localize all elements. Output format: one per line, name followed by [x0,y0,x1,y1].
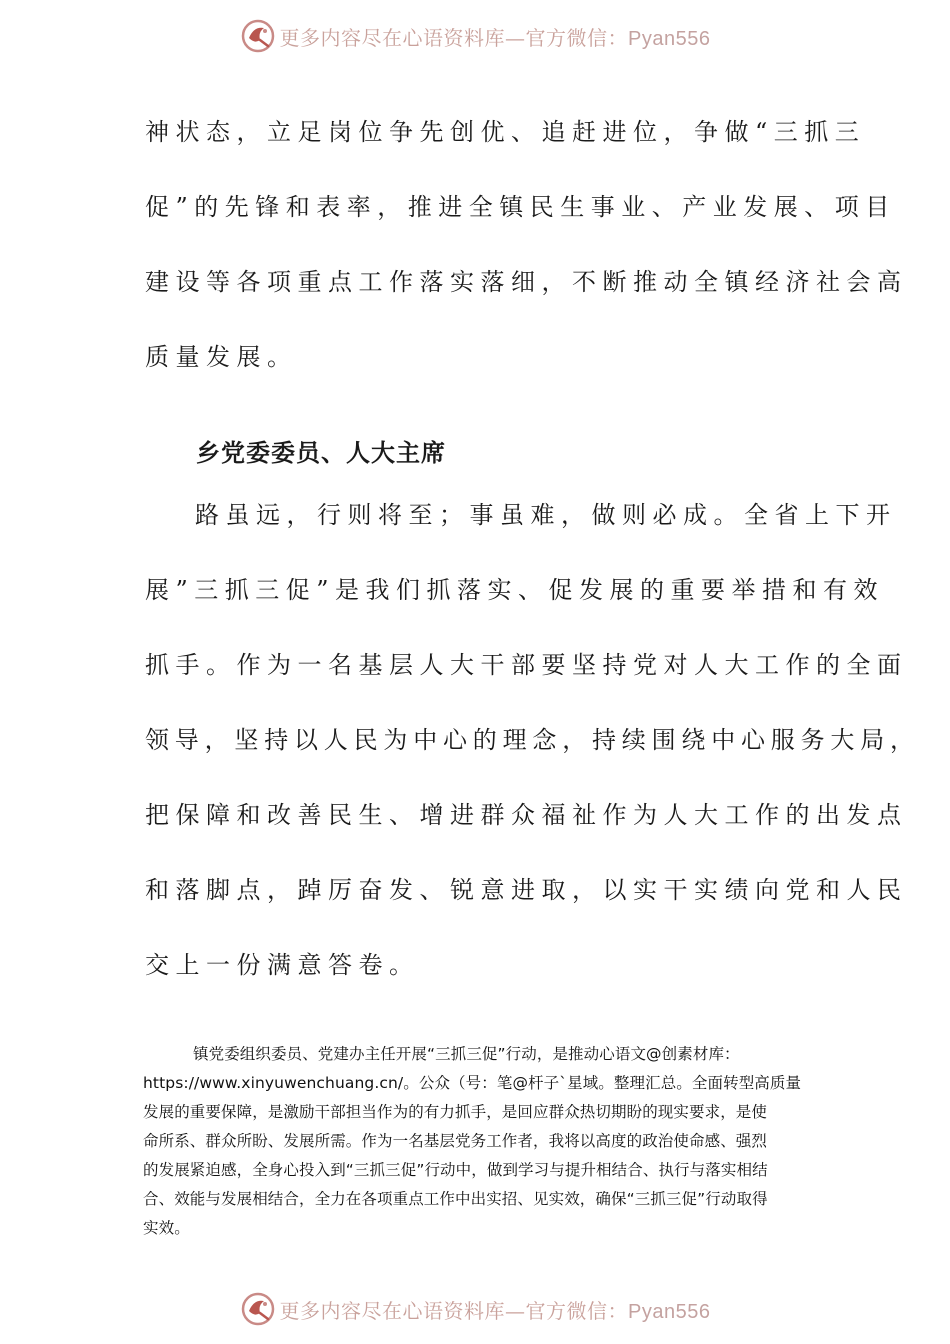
body-line: 抓手。作为一名基层人大干部要坚持党对人大工作的全面 [145,651,908,679]
note-line: 命所系、群众所盼、发展所需。作为一名基层党务工作者，我将以高度的政治使命感、强烈 [143,1132,768,1150]
section-heading: 乡党委委员、人大主席 [196,438,446,467]
body-line: 把保障和改善民生、增进群众福祉作为人大工作的出发点 [145,801,908,829]
note-line: 的发展紧迫感，全身心投入到“三抓三促”行动中，做到学习与提升相结合、执行与落实相结 [143,1161,768,1179]
body-line: 领导，坚持以人民为中心的理念，持续围绕中心服务大局， [145,726,920,754]
header-banner-text: 更多内容尽在心语资料库—官方微信：Pyan556 [279,25,711,50]
body-line: 路虽远，行则将至；事虽难，做则必成。全省上下开 [195,501,897,529]
brand-logo-icon [240,1291,276,1327]
note-line: 实效。 [143,1219,190,1237]
note-line: 合、效能与发展相结合，全力在各项重点工作中出实招、见实效，确保“三抓三促”行动取得 [143,1190,768,1208]
note-line: 镇党委组织委员、党建办主任开展“三抓三促”行动，是推动心语文@创素材库： [193,1045,740,1063]
body-line: 促”的先锋和表率，推进全镇民生事业、产业发展、项目 [145,193,896,221]
body-line: 展”三抓三促”是我们抓落实、促发展的重要举措和有效 [145,576,885,604]
footer-banner [0,1287,950,1331]
body-line: 质量发展。 [145,343,298,371]
note-line: 发展的重要保障，是激励干部担当作为的有力抓手，是回应群众热切期盼的现实要求，是使 [143,1103,768,1121]
header-banner [0,14,950,58]
body-line: 神状态，立足岗位争先创优、追赶进位，争做“三抓三 [145,118,866,146]
body-line: 和落脚点，踔厉奋发、锐意进取，以实干实绩向党和人民 [145,876,908,904]
body-line: 建设等各项重点工作落实落细，不断推动全镇经济社会高 [145,268,908,296]
note-line: https://www.xinyuwenchuang.cn/。公众（号：笔@杆子`星域。整理汇总。全面转型高质量 [143,1074,802,1092]
footer-banner-text: 更多内容尽在心语资料库—官方微信：Pyan556 [279,1298,711,1323]
brand-logo-icon [240,18,276,54]
body-line: 交上一份满意答卷。 [145,951,420,979]
note-paragraph [143,1040,815,1243]
